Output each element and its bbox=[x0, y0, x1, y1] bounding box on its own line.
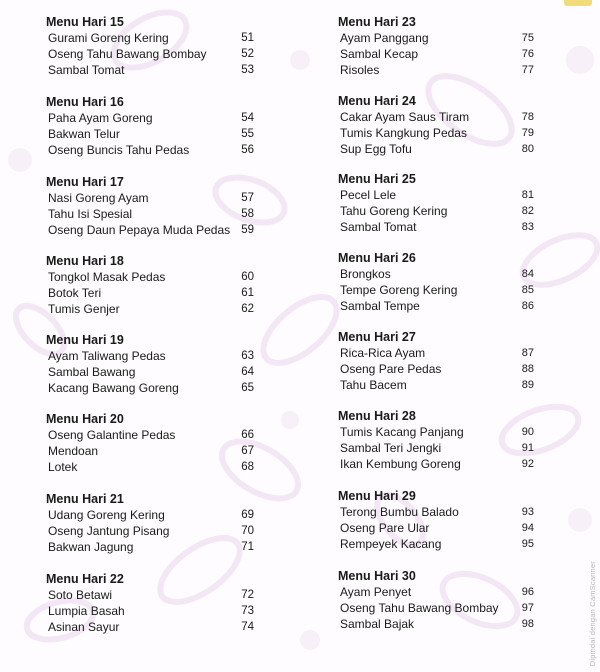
dish-row bbox=[42, 348, 254, 364]
dish-name: Gurami Goreng Kering bbox=[48, 31, 169, 45]
dish-page-number: 76 bbox=[521, 48, 534, 60]
dish-name: Oseng Tahu Bawang Bombay bbox=[48, 47, 207, 61]
dish-row bbox=[42, 587, 254, 603]
dish-page-number: 60 bbox=[241, 271, 254, 283]
dish-name: Rempeyek Kacang bbox=[340, 537, 442, 551]
menu-day bbox=[334, 93, 534, 157]
menu-day bbox=[42, 14, 254, 78]
dish-page-number: 61 bbox=[241, 287, 254, 299]
menu-day bbox=[334, 14, 534, 78]
dish-row bbox=[334, 125, 534, 141]
dish-name: Kacang Bawang Goreng bbox=[48, 381, 179, 395]
dish-name: Rica-Rica Ayam bbox=[340, 346, 426, 360]
dish-name: Tumis Kangkung Pedas bbox=[340, 126, 467, 140]
dish-name: Udang Goreng Kering bbox=[48, 508, 165, 522]
dish-page-number: 69 bbox=[241, 509, 254, 521]
dish-name: Tumis Genjer bbox=[48, 302, 120, 316]
dish-name: Oseng Galantine Pedas bbox=[48, 428, 176, 442]
dish-row bbox=[42, 206, 254, 222]
dish-name: Bakwan Jagung bbox=[48, 540, 134, 554]
dish-row bbox=[42, 222, 254, 238]
menu-day-title: Menu Hari 28 bbox=[338, 409, 416, 423]
dish-page-number: 54 bbox=[241, 112, 254, 124]
dish-name: Ayam Taliwang Pedas bbox=[48, 349, 166, 363]
dish-name: Brongkos bbox=[340, 267, 391, 281]
dish-row bbox=[334, 187, 534, 203]
dish-page-number: 66 bbox=[241, 429, 254, 441]
dish-row bbox=[334, 424, 534, 440]
dish-name: Sambal Bawang bbox=[48, 365, 136, 379]
dish-name: Bakwan Telur bbox=[48, 127, 120, 141]
scanner-watermark: Dipindai dengan CamScanner bbox=[588, 560, 597, 666]
dish-row bbox=[334, 62, 534, 78]
dish-page-number: 96 bbox=[521, 586, 534, 598]
dish-page-number: 86 bbox=[521, 300, 534, 312]
dish-row bbox=[334, 203, 534, 219]
dish-row bbox=[42, 523, 254, 539]
menu-day-title: Menu Hari 26 bbox=[338, 251, 416, 265]
dish-row bbox=[334, 298, 534, 314]
menu-day-title: Menu Hari 18 bbox=[46, 254, 124, 268]
dish-row bbox=[334, 440, 534, 456]
dish-row bbox=[334, 345, 534, 361]
dish-page-number: 89 bbox=[521, 379, 534, 391]
dish-row bbox=[334, 600, 534, 616]
dish-row bbox=[334, 282, 534, 298]
menu-day-title: Menu Hari 19 bbox=[46, 333, 124, 347]
dish-page-number: 88 bbox=[521, 363, 534, 375]
dish-page-number: 67 bbox=[241, 445, 254, 457]
dish-name: Asinan Sayur bbox=[48, 620, 120, 634]
dish-name: Tahu Goreng Kering bbox=[340, 204, 448, 218]
dish-row bbox=[42, 443, 254, 459]
dish-row bbox=[334, 584, 534, 600]
dish-page-number: 65 bbox=[241, 382, 254, 394]
dish-page-number: 63 bbox=[241, 350, 254, 362]
dish-name: Sambal Bajak bbox=[340, 617, 415, 631]
dish-page-number: 98 bbox=[521, 618, 534, 630]
dish-page-number: 74 bbox=[241, 621, 254, 633]
dish-page-number: 53 bbox=[241, 64, 254, 76]
dish-page-number: 82 bbox=[521, 205, 534, 217]
dish-name: Ayam Panggang bbox=[340, 31, 429, 45]
dish-row bbox=[42, 190, 254, 206]
dish-page-number: 51 bbox=[241, 32, 254, 44]
dish-page-number: 72 bbox=[241, 589, 254, 601]
dish-row bbox=[42, 142, 254, 158]
menu-day bbox=[42, 174, 254, 238]
dish-name: Oseng Buncis Tahu Pedas bbox=[48, 143, 190, 157]
menu-day bbox=[42, 253, 254, 317]
dish-row bbox=[42, 427, 254, 443]
dish-row bbox=[42, 62, 254, 78]
dish-row bbox=[334, 361, 534, 377]
dish-name: Terong Bumbu Balado bbox=[340, 505, 459, 519]
dish-name: Sup Egg Tofu bbox=[340, 142, 412, 156]
menu-day-title: Menu Hari 25 bbox=[338, 172, 416, 186]
dish-row bbox=[42, 380, 254, 396]
page-corner-tab bbox=[564, 0, 592, 6]
dish-page-number: 55 bbox=[241, 128, 254, 140]
dish-page-number: 95 bbox=[521, 538, 534, 550]
dish-name: Sambal Tempe bbox=[340, 299, 420, 313]
dish-row bbox=[42, 30, 254, 46]
dish-name: Nasi Goreng Ayam bbox=[48, 191, 149, 205]
menu-day-title: Menu Hari 21 bbox=[46, 492, 124, 506]
menu-day-title: Menu Hari 17 bbox=[46, 175, 124, 189]
dish-row bbox=[334, 616, 534, 632]
dish-name: Tahu Bacem bbox=[340, 378, 407, 392]
dish-name: Tahu Isi Spesial bbox=[48, 207, 133, 221]
dish-name: Tumis Kacang Panjang bbox=[340, 425, 464, 439]
dish-page-number: 77 bbox=[521, 64, 534, 76]
dish-page-number: 78 bbox=[521, 111, 534, 123]
dish-row bbox=[42, 126, 254, 142]
dish-page-number: 70 bbox=[241, 525, 254, 537]
dish-page-number: 79 bbox=[521, 127, 534, 139]
dish-name: Sambal Kecap bbox=[340, 47, 419, 61]
dish-row bbox=[42, 603, 254, 619]
menu-day bbox=[42, 94, 254, 158]
dish-page-number: 81 bbox=[521, 189, 534, 201]
menu-day bbox=[42, 332, 254, 396]
dish-name: Oseng Jantung Pisang bbox=[48, 524, 170, 538]
dish-row bbox=[334, 141, 534, 157]
dish-page-number: 68 bbox=[241, 461, 254, 473]
menu-day-title: Menu Hari 16 bbox=[46, 95, 124, 109]
dish-row bbox=[42, 364, 254, 380]
dish-name: Soto Betawi bbox=[48, 588, 113, 602]
dish-page-number: 87 bbox=[521, 347, 534, 359]
dish-row bbox=[42, 619, 254, 635]
dish-page-number: 94 bbox=[521, 522, 534, 534]
dish-page-number: 64 bbox=[241, 366, 254, 378]
dish-row bbox=[334, 377, 534, 393]
menu-day-title: Menu Hari 30 bbox=[338, 569, 416, 583]
menu-day-title: Menu Hari 24 bbox=[338, 94, 416, 108]
menu-day-title: Menu Hari 22 bbox=[46, 572, 124, 586]
dish-page-number: 97 bbox=[521, 602, 534, 614]
dish-row bbox=[334, 30, 534, 46]
dish-row bbox=[334, 109, 534, 125]
dish-page-number: 83 bbox=[521, 221, 534, 233]
menu-day bbox=[42, 411, 254, 475]
menu-day bbox=[334, 250, 534, 314]
dish-name: Mendoan bbox=[48, 444, 99, 458]
dish-row bbox=[42, 507, 254, 523]
dish-name: Sambal Tomat bbox=[340, 220, 417, 234]
dish-name: Sambal Teri Jengki bbox=[340, 441, 442, 455]
dish-page-number: 80 bbox=[521, 143, 534, 155]
dish-row bbox=[42, 459, 254, 475]
dish-name: Oseng Pare Pedas bbox=[340, 362, 442, 376]
dish-name: Oseng Tahu Bawang Bombay bbox=[340, 601, 499, 615]
dish-name: Lumpia Basah bbox=[48, 604, 125, 618]
dish-page-number: 84 bbox=[521, 268, 534, 280]
dish-page-number: 75 bbox=[521, 32, 534, 44]
dish-page-number: 71 bbox=[241, 541, 254, 553]
dish-row bbox=[334, 219, 534, 235]
dish-name: Tongkol Masak Pedas bbox=[48, 270, 166, 284]
menu-day bbox=[42, 491, 254, 555]
dish-name: Ikan Kembung Goreng bbox=[340, 457, 461, 471]
dish-row bbox=[334, 456, 534, 472]
dish-row bbox=[334, 520, 534, 536]
dish-row bbox=[42, 269, 254, 285]
dish-row bbox=[42, 110, 254, 126]
dish-row bbox=[334, 504, 534, 520]
dish-name: Sambal Tomat bbox=[48, 63, 125, 77]
dish-page-number: 56 bbox=[241, 144, 254, 156]
menu-day bbox=[334, 488, 534, 552]
dish-page-number: 62 bbox=[241, 303, 254, 315]
dish-page-number: 85 bbox=[521, 284, 534, 296]
dish-name: Risoles bbox=[340, 63, 380, 77]
menu-day-title: Menu Hari 23 bbox=[338, 15, 416, 29]
dish-row bbox=[42, 301, 254, 317]
menu-day bbox=[334, 171, 534, 235]
dish-name: Ayam Penyet bbox=[340, 585, 412, 599]
dish-page-number: 52 bbox=[241, 48, 254, 60]
dish-name: Lotek bbox=[48, 460, 78, 474]
dish-row bbox=[42, 46, 254, 62]
dish-name: Cakar Ayam Saus Tiram bbox=[340, 110, 470, 124]
dish-name: Oseng Daun Pepaya Muda Pedas bbox=[48, 223, 231, 237]
dish-row bbox=[42, 539, 254, 555]
dish-name: Botok Teri bbox=[48, 286, 102, 300]
menu-day-title: Menu Hari 15 bbox=[46, 15, 124, 29]
dish-row bbox=[334, 46, 534, 62]
dish-page-number: 93 bbox=[521, 506, 534, 518]
dish-page-number: 73 bbox=[241, 605, 254, 617]
dish-page-number: 58 bbox=[241, 208, 254, 220]
dish-name: Paha Ayam Goreng bbox=[48, 111, 153, 125]
dish-page-number: 59 bbox=[241, 224, 254, 236]
dish-page-number: 92 bbox=[521, 458, 534, 470]
dish-page-number: 90 bbox=[521, 426, 534, 438]
menu-day bbox=[334, 329, 534, 393]
menu-day bbox=[42, 571, 254, 635]
dish-row bbox=[334, 536, 534, 552]
menu-day bbox=[334, 408, 534, 472]
dish-row bbox=[42, 285, 254, 301]
menu-day bbox=[334, 568, 534, 632]
dish-page-number: 91 bbox=[521, 442, 534, 454]
dish-name: Tempe Goreng Kering bbox=[340, 283, 458, 297]
menu-day-title: Menu Hari 27 bbox=[338, 330, 416, 344]
dish-page-number: 57 bbox=[241, 192, 254, 204]
dish-row bbox=[334, 266, 534, 282]
menu-day-title: Menu Hari 20 bbox=[46, 412, 124, 426]
menu-day-title: Menu Hari 29 bbox=[338, 489, 416, 503]
dish-name: Pecel Lele bbox=[340, 188, 397, 202]
dish-name: Oseng Pare Ular bbox=[340, 521, 430, 535]
